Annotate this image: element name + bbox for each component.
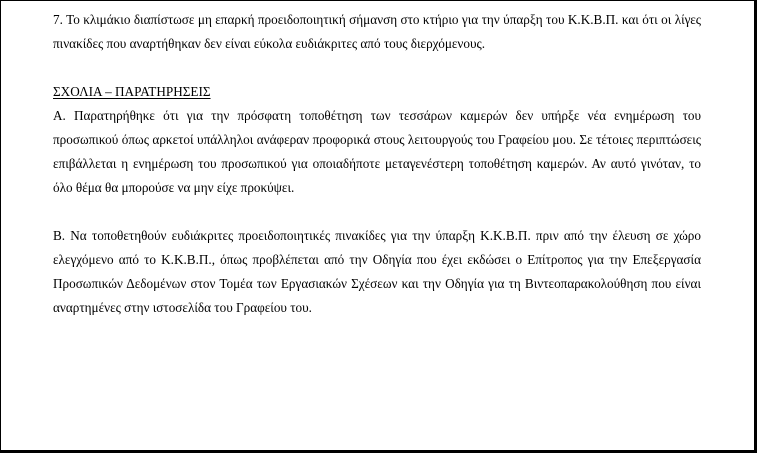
comment-b: Β. Να τοποθετηθούν ευδιάκριτες προειδοποιητικές πινακίδες για την ύπαρξη Κ.Κ.Β.Π. πριν από την έλευση σε χώρο ελεγχόμενο από το Κ.Κ.Β.Π., όπως προβλέπεται από την Οδηγία που έχει εκδώσει ο Επίτροπος για την Επεξεργασία Προσωπικών Δεδομένων στον Τομέα των Εργασιακών Σχέσεων και την Οδηγία για τη Βιντεοπαρακολούθηση που είναι αναρτημένες στην ιστοσελίδα του Γραφείου του. (53, 228, 701, 315)
paragraph-7: 7. Το κλιμάκιο διαπίστωσε μη επαρκή προειδοποιητική σήμανση στο κτήριο για την ύπαρξη του Κ.Κ.Β.Π. και ότι οι λίγες πινακίδες που αναρτήθηκαν δεν είναι εύκολα ευδιάκριτες από τους διερχόμενους. (53, 12, 701, 51)
document-body (53, 8, 701, 320)
paragraph-spacer (53, 200, 701, 224)
comment-a: Α. Παρατηρήθηκε ότι για την πρόσφατη τοποθέτηση των τεσσάρων καμερών δεν υπήρξε νέα ενημέρωση του προσωπικού όπως αρκετοί υπάλληλοι ανάφεραν προφορικά στους λειτουργούς του Γραφείου μου. Σε τέτοιες περιπτώσεις επιβάλλεται η ενημέρωση του προσωπικού για οποιαδήποτε μεταγενέστερη τοποθέτηση καμερών. Αν αυτό γινόταν, το όλο θέμα θα μπορούσε να μην είχε προκύψει. (53, 108, 701, 195)
paragraph-spacer (53, 56, 701, 80)
section-heading: ΣΧΟΛΙΑ – ΠΑΡΑΤΗΡΗΣΕΙΣ (53, 84, 211, 99)
